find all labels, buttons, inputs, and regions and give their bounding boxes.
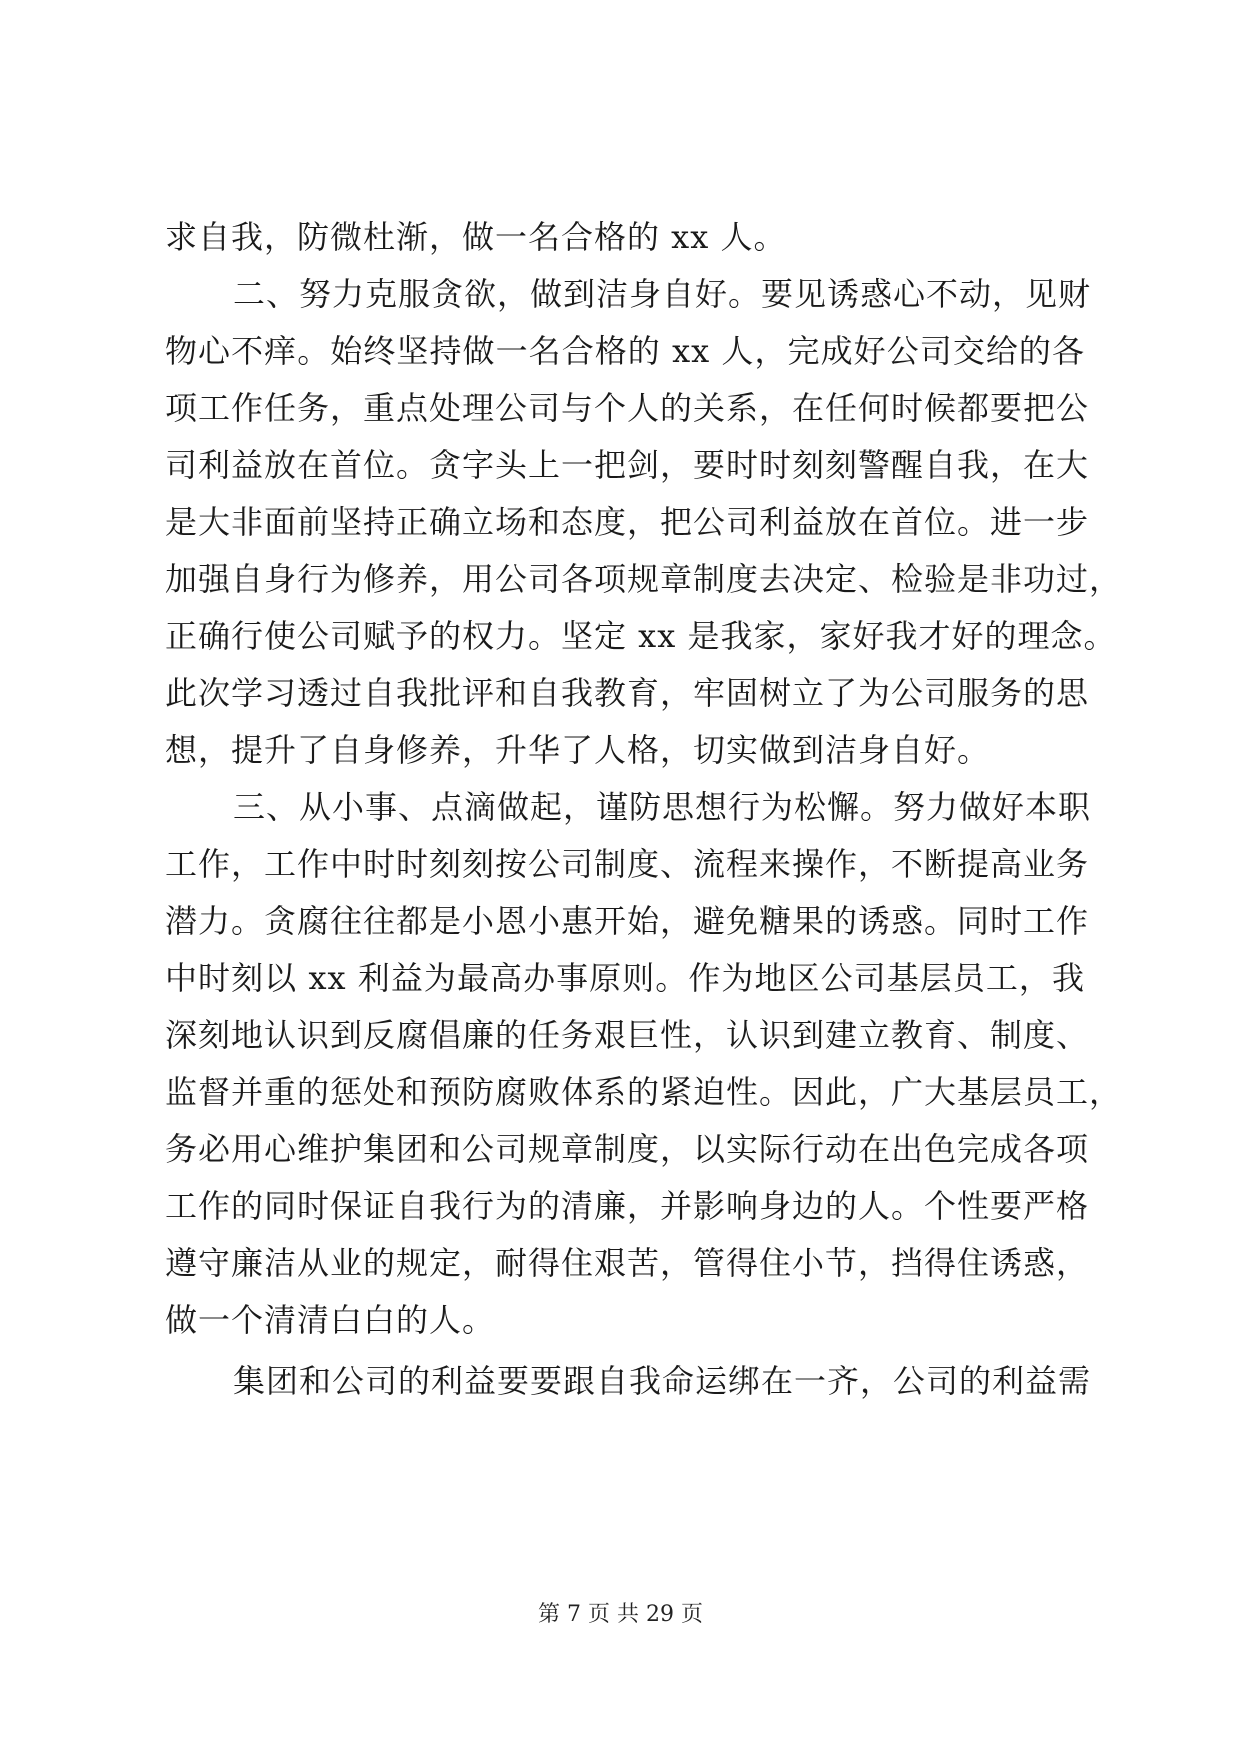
- body-line-5: 司利益放在首位。贪字头上一把剑，要时时刻刻警醒自我，在大: [165, 446, 1090, 484]
- body-line-10: 想，提升了自身修养，升华了人格，切实做到洁身自好。: [165, 731, 991, 769]
- body-line-12: 工作，工作中时时刻刻按公司制度、流程来操作，不断提高业务: [165, 845, 1090, 883]
- body-line-17: 务必用心维护集团和公司规章制度，以实际行动在出色完成各项: [165, 1130, 1090, 1168]
- body-line-13: 潜力。贪腐往往都是小恩小惠开始，避免糖果的诱惑。同时工作: [165, 902, 1090, 940]
- body-line-16: 监督并重的惩处和预防腐败体系的紧迫性。因此，广大基层员工，: [165, 1073, 1123, 1111]
- body-line-18: 工作的同时保证自我行为的清廉，并影响身边的人。个性要严格: [165, 1187, 1090, 1225]
- body-line-1: 求自我，防微杜渐，做一名合格的 xx 人。: [165, 218, 787, 256]
- body-line-7: 加强自身行为修养，用公司各项规章制度去决定、检验是非功过，: [165, 560, 1123, 598]
- body-line-11: 三、从小事、点滴做起，谨防思想行为松懈。努力做好本职: [233, 788, 1092, 826]
- body-line-6: 是大非面前坚持正确立场和态度，把公司利益放在首位。进一步: [165, 503, 1090, 541]
- body-line-14: 中时刻以 xx 利益为最高办事原则。作为地区公司基层员工，我: [165, 959, 1085, 997]
- body-line-19: 遵守廉洁从业的规定，耐得住艰苦，管得住小节，挡得住诱惑，: [165, 1244, 1090, 1282]
- body-line-3: 物心不痒。始终坚持做一名合格的 xx 人，完成好公司交给的各: [165, 332, 1085, 370]
- body-line-4: 项工作任务，重点处理公司与个人的关系，在任何时候都要把公: [165, 389, 1090, 427]
- page-footer: 第 7 页 共 29 页: [538, 1602, 703, 1627]
- body-line-2: 二、努力克服贪欲，做到洁身自好。要见诱惑心不动，见财: [233, 275, 1092, 313]
- body-line-20: 做一个清清白白的人。: [165, 1301, 496, 1339]
- body-line-9: 此次学习透过自我批评和自我教育，牢固树立了为公司服务的思: [165, 674, 1090, 712]
- body-line-8: 正确行使公司赋予的权力。坚定 xx 是我家，家好我才好的理念。: [165, 617, 1117, 655]
- body-line-21: 集团和公司的利益要要跟自我命运绑在一齐，公司的利益需: [233, 1362, 1092, 1400]
- body-line-15: 深刻地认识到反腐倡廉的任务艰巨性，认识到建立教育、制度、: [165, 1016, 1090, 1054]
